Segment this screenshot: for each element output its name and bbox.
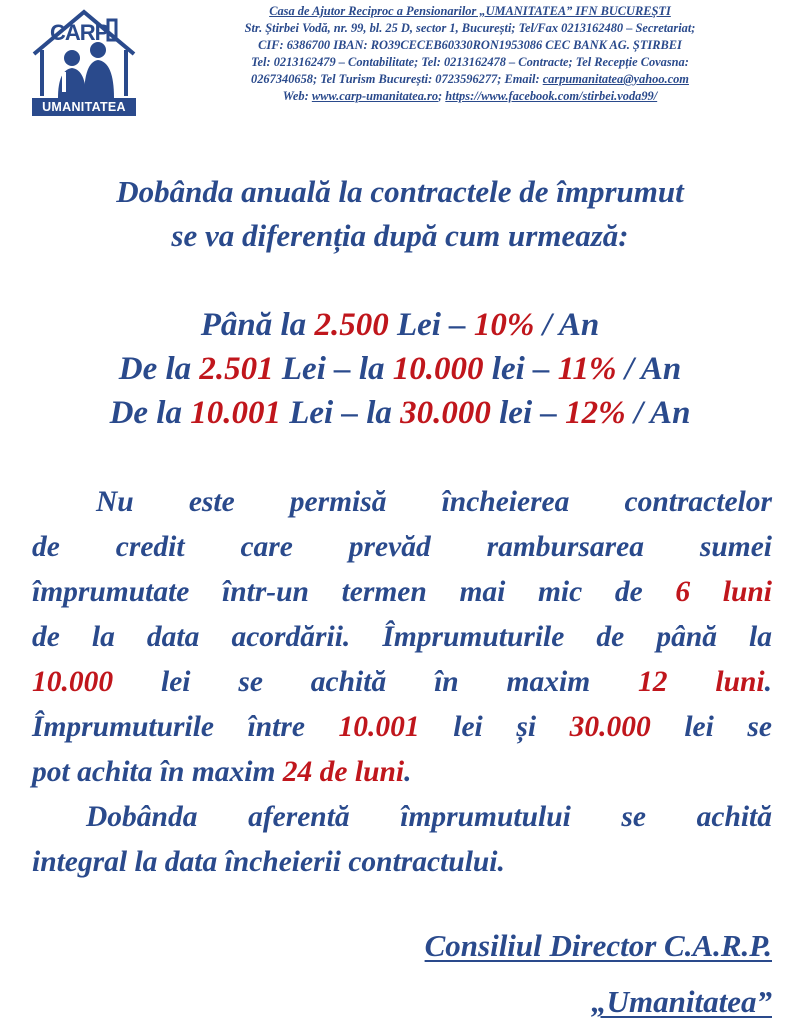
highlight-value: 10.000: [32, 666, 114, 698]
email-link[interactable]: carpumanitatea@yahoo.com: [542, 72, 689, 86]
rate-value: 10%: [473, 307, 535, 343]
rate-text: De la: [118, 351, 200, 387]
rate-text: Lei – la: [273, 351, 393, 387]
website-link[interactable]: www.carp-umanitatea.ro: [311, 89, 439, 103]
web-separator: ;: [438, 89, 446, 103]
address-line: Str. Știrbei Vodă, nr. 99, bl. 25 D, sector 1, București; Tel/Fax 0213162480 – Secretariat;: [244, 21, 696, 35]
rate-line-3: [0, 391, 800, 435]
rate-value: 12%: [565, 395, 626, 431]
rate-text: Lei –: [388, 307, 474, 343]
paragraph-line: de la data acordării. Împrumuturile de până la: [32, 621, 772, 653]
highlight-value: 30.000: [569, 711, 651, 743]
phone-line: Tel: 0213162479 – Contabilitate; Tel: 0213162478 – Contracte; Tel Recepție Covasna:: [251, 55, 689, 69]
logo-top-text: CARP: [50, 20, 109, 45]
signature-block: [425, 918, 772, 1030]
paragraph-text: lei se: [650, 711, 772, 743]
paragraph-text: Împrumuturile între: [32, 711, 339, 743]
loan-conditions-text: [32, 480, 772, 885]
facebook-link[interactable]: https://www.facebook.com/stirbei.voda99/: [445, 89, 658, 103]
interest-rates: [0, 303, 800, 435]
rate-unit: / An: [625, 395, 691, 431]
paragraph-line: Nu este permisă încheierea contractelor: [96, 486, 772, 518]
rate-line-2: [0, 347, 800, 391]
paragraph-line: [32, 570, 772, 615]
highlight-value: 10.001: [338, 711, 420, 743]
paragraph-text: pot achita în maxim: [32, 756, 283, 788]
paragraph-line: [32, 705, 772, 750]
paragraph-text: lei și: [419, 711, 570, 743]
rate-unit: / An: [616, 351, 682, 387]
rate-text: lei –: [483, 351, 558, 387]
highlight-value: 12 luni: [638, 666, 765, 698]
paragraph-text: împrumutate într-un termen mai mic de: [32, 576, 676, 608]
highlight-value: 24 de luni: [282, 756, 405, 788]
organization-header: [150, 3, 790, 105]
amount-value: 10.000: [392, 351, 484, 387]
paragraph-line: [32, 660, 772, 705]
paragraph-line: [32, 750, 772, 795]
rate-text: Până la: [200, 307, 315, 343]
contact-line: [150, 71, 790, 88]
paragraph-line: de credit care prevăd rambursarea sumei: [32, 531, 772, 563]
signature-line-1: Consiliul Director C.A.R.P.: [424, 928, 772, 963]
amount-value: 10.001: [190, 395, 281, 431]
title-line-1: Dobânda anuală la contractele de împrumut: [116, 174, 684, 209]
rate-value: 11%: [557, 351, 617, 387]
rate-text: Lei – la: [280, 395, 401, 431]
web-line: [150, 88, 790, 105]
organization-name: Casa de Ajutor Reciproc a Pensionarilor „UMANITATEA” IFN BUCUREȘTI: [269, 4, 671, 18]
rate-unit: / An: [534, 307, 600, 343]
logo-bottom-text: UMANITATEA: [42, 100, 126, 114]
amount-value: 30.000: [400, 395, 491, 431]
rate-line-1: [0, 303, 800, 347]
title-line-2: se va diferenția după cum urmează:: [171, 218, 629, 253]
paragraph-line: integral la data încheierii contractului.: [32, 846, 505, 878]
paragraph-line: Dobânda aferentă împrumutului se achită: [86, 801, 772, 833]
amount-value: 2.500: [314, 307, 389, 343]
contact-prefix: 0267340658; Tel Turism București: 0723596277; Email:: [251, 72, 543, 86]
web-prefix: Web:: [282, 89, 312, 103]
paragraph-text: lei se achită în maxim: [113, 666, 639, 698]
rate-text: De la: [109, 395, 191, 431]
signature-line-2: „Umanitatea”: [591, 984, 772, 1019]
elderly-couple-icon: [58, 42, 114, 98]
rate-text: lei –: [490, 395, 566, 431]
amount-value: 2.501: [199, 351, 274, 387]
paragraph-text: .: [404, 756, 412, 788]
carp-logo: [28, 6, 140, 118]
bank-line: CIF: 6386700 IBAN: RO39CECEB60330RON1953086 CEC BANK AG. ȘTIRBEI: [258, 38, 682, 52]
notice-title: [0, 170, 800, 258]
highlight-value: 6 luni: [675, 576, 772, 608]
paragraph-text: .: [764, 666, 772, 698]
